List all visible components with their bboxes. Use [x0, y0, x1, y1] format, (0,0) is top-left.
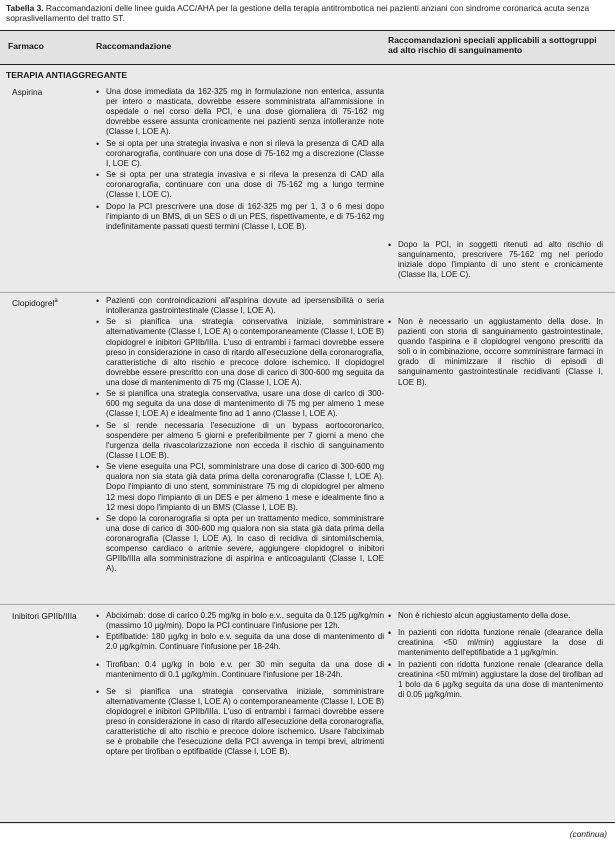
list-item: • Non è richiesto alcun aggiustamento della dose.: [388, 611, 603, 621]
drug-inibitori: Inibitori GPIIb/IIIa: [12, 611, 77, 621]
list-item: • Se si rende necessaria l'esecuzione di un bypass aortocoronarico, sospendere per almeno 5 giorni e preferibilmente per 7 giorni a meno che l'urgenza della rivascolarizzazione non ecceda il rischio di sanguinamento (Classe I LOE B).: [96, 421, 384, 461]
caption-label: Tabella 3.: [6, 3, 44, 13]
drug-clopidogrel-sup: a: [54, 298, 58, 304]
header-special: Raccomandazioni speciali applicabili a sottogruppi ad alto rischio di sanguinamento: [388, 35, 597, 56]
row-divider: [0, 604, 615, 605]
table-caption: [6, 3, 610, 23]
list-item: • Abciximab: dose di carico 0.25 mg/kg in bolo e.v., seguita da 0.125 µg/kg/min (massimo 10 µg/min). Dopo la PCI continuare l'infusione per 12h.: [96, 611, 384, 631]
list-item: • Dopo la PCI prescrivere una dose di 162-325 mg per 1, 3 o 6 mesi dopo l'impianto di un BMS, di un SES o di un PES, rispettivamente, e di 75-162 mg indefinitamente passati questi termini (Classe I, LOE B).: [96, 202, 384, 232]
list-item: • Se si pianifica una strategia conservativa, usare una dose di carico di 300-600 mg seguita da una dose di mantenimento di 75 mg per almeno 1 mese (Classe I, LOE A) e idealmente fino ad 1 anno (Classe I, LOE A).: [96, 389, 384, 419]
list-item: • Pazienti con controindicazioni all'aspirina dovute ad ipersensibilità o seria intolleranza gastrointestinale (Classe I, LOE A).: [96, 296, 384, 316]
list-item: • Non è necessario un aggiustamento della dose. In pazienti con storia di sanguinamento gastrointestinale, quando l'aspirina e il clopidogrel vengono prescritti da soli o in combinazione, occorre somministrare farmaci in grado di minimizzare il rischio di episodi di sanguinamento gastrointestinale recidivanti (Classe I, LOE B).: [388, 317, 603, 388]
caption-text: Raccomandazioni delle linee guida ACC/AHA per la gestione della terapia antitrombotica nei pazienti anziani con sindrome coronarica acuta senza sopraslivellamento del tratto ST.: [6, 3, 590, 24]
recs-aspirina: [96, 87, 384, 233]
special-inibitori: [388, 611, 603, 701]
table-header: [0, 30, 615, 65]
list-item: • Se si opta per una strategia invasiva e si rileva la presenza di CAD alla coronarografia, continuare con una dose di 75-162 mg a lungo termine (Classe I, LOE C).: [96, 170, 384, 200]
row-divider: [0, 292, 615, 293]
recs-clopidogrel: [96, 296, 384, 576]
list-item: • Se dopo la coronarografia si opta per un trattamento medico, somministrare una dose di carico di 300-600 mg qualora non sia stata già data prima della coronarografia (Classe I, LOE A). In caso di recidiva di sintomi/ischemia, scompenso cardiaco o aritmie severe, aggiungere clopidogrel o inibitori GPIIb/IIIa alla somministrazione di aspirina e anticoagulanti (Classe I, LOE A).: [96, 514, 384, 575]
list-item: • Tirofiban: 0.4 µg/kg in bolo e.v. per 30 min seguita da una dose di mantenimento di 0.1 µg/kg/min. Continuare l'infusione per 18-24h.: [96, 660, 384, 680]
table-bottom-rule: [0, 822, 615, 823]
header-raccomandazione: Raccomandazione: [96, 41, 172, 51]
header-farmaco: Farmaco: [8, 41, 44, 51]
list-item: • Se viene eseguita una PCI, somministrare una dose di carico di 300-600 mg qualora non sia stata già data prima della coronarografia (Classe I, LOE A). Dopo l'impianto di uno stent, somministrare 75 mg di clopidogrel per almeno 12 mesi dopo l'impianto di un DES e per almeno 1 mese e idealmente fino a 12 mesi dopo l'impianto di un BMS (Classe I, LOE B).: [96, 462, 384, 512]
recs-inibitori: [96, 611, 384, 759]
list-item: • Dopo la PCI, in soggetti ritenuti ad alto rischio di sanguinamento, prescrivere 75-162 mg nel periodo iniziale dopo l'impianto di uno stent e cronicamente (Classe IIa, LOE C).: [388, 240, 603, 280]
drug-clopidogrel-label: Clopidogrel: [12, 297, 55, 308]
list-item: • In pazienti con ridotta funzione renale (clearance della creatinina <50 ml/min) aggiustare la dose di mantenimento dell'eptifibatide a 1 µg/kg/min.: [388, 628, 603, 658]
guideline-table: [0, 30, 615, 824]
list-item: • Eptifibatide: 180 µg/kg in bolo e.v. seguita da una dose di mantenimento di 2.0 µg/kg/min. Continuare l'infusione per 18-24h.: [96, 632, 384, 652]
special-aspirina: [388, 240, 603, 282]
drug-clopidogrel: [12, 296, 58, 308]
continued-note: (continua): [569, 829, 607, 839]
list-item: • In pazienti con ridotta funzione renale (clearance della creatinina <50 ml/min) aggiustare la dose del tirofiban ad 1 bolo da 6 µg/kg seguita da una dose di mantenimento di 0.05 µg/kg/min.: [388, 660, 603, 700]
special-clopidogrel: [388, 317, 603, 389]
list-item: • Se si opta per una strategia invasiva e non si rileva la presenza di CAD alla coronarografia, continuare con una dose di 75-162 mg a discrezione (Classe I, LOE C).: [96, 139, 384, 169]
list-item: • Se si pianifica una strategia conservativa iniziale, somministrare alternativamente (Classe I, LOE A) o contemporaneamente (Classe I, LOE B) clopidogrel e inibitori GPIIb/IIIa. L'uso di entrambi i farmaci dovrebbe essere preso in considerazione in caso di ritardo all'esecuzione della coronarografia, caratteristiche di alto rischio e precoce dolore ischemico. Usare l'abciximab se è probabile che l'esecuzione della PCI avvenga in tempi brevi, altrimenti optare per tirofiban o eptifibatide (Classe I, LOE B).: [96, 687, 384, 758]
drug-aspirina: Aspirina: [12, 87, 43, 97]
list-item: • Una dose immediata da 162-325 mg in formulazione non enterica, assunta per intero o masticata, dovrebbe essere somministrata all'ammissione in ospedale o nel corso della PCI, e una dose giornaliera di 75-162 mg dovrebbe essere assunta cronicamente nei pazienti senza intolleranze note (Classe I, LOE A).: [96, 87, 384, 137]
list-item: • Se si pianifica una strategia conservativa iniziale, somministrare alternativamente (Classe I, LOE A) o contemporaneamente (Classe I, LOE B) clopidogrel e inibitori GPIIb/IIIa. L'uso di entrambi i farmaci dovrebbe essere preso in considerazione in caso di ritardo all'esecuzione della coronarografia, caratteristiche di alto rischio e precoce dolore ischemico. Il clopidogrel dovrebbe essere prescritto con una dose di carico di 300-600 mg seguita da una dose di mantenimento di 75 mg (Classe I, LOE A).: [96, 317, 384, 388]
section-title: TERAPIA ANTIAGGREGANTE: [6, 70, 128, 80]
